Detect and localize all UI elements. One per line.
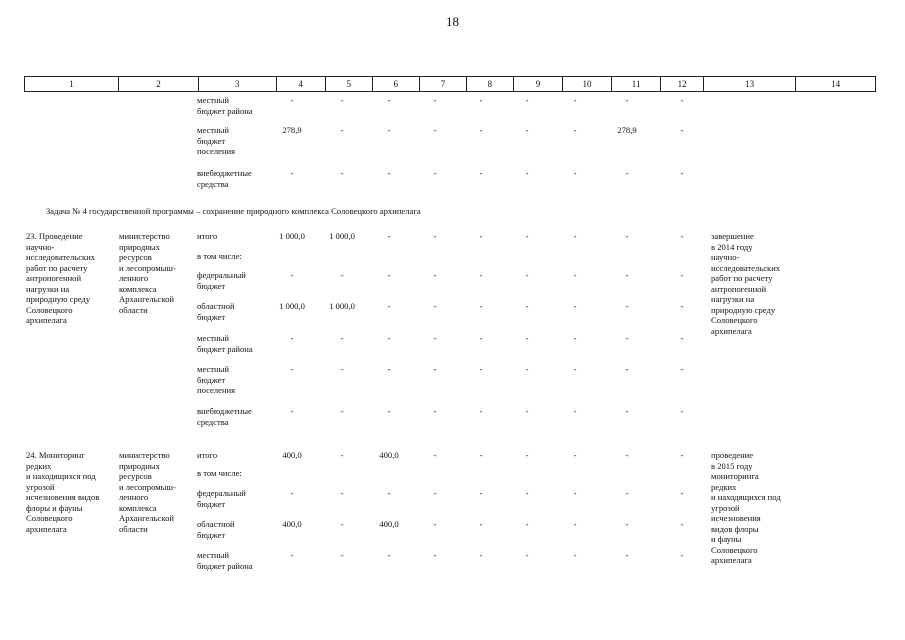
value-cell: - (573, 168, 577, 178)
column-header-row (24, 76, 876, 92)
funding-source: федеральный бюджет (197, 488, 246, 509)
column-header-6: 6 (372, 77, 419, 92)
value-cell: - (680, 301, 684, 311)
value-cell: - (340, 270, 344, 280)
funding-source: внебюджетные средства (197, 168, 252, 189)
value-cell: - (433, 95, 437, 105)
value-cell: - (573, 333, 577, 343)
value-cell: 1 000,0 (329, 301, 355, 311)
value-cell: - (340, 550, 344, 560)
value-cell: - (433, 231, 437, 241)
value-cell: - (525, 168, 529, 178)
value-cell: - (573, 364, 577, 374)
value-cell: - (340, 488, 344, 498)
funding-source: федеральный бюджет (197, 270, 246, 291)
value-cell: - (479, 95, 483, 105)
value-cell: - (340, 95, 344, 105)
value-cell: - (479, 270, 483, 280)
value-cell: - (479, 450, 483, 460)
funding-source: в том числе: (197, 251, 242, 261)
value-cell: - (290, 95, 294, 105)
value-cell: - (290, 488, 294, 498)
task-4-heading: Задача № 4 государственной программы – сохранение природного комплекса Соловецкого архипелага (46, 206, 421, 216)
value-cell: - (387, 333, 391, 343)
funding-source: местный бюджет района (197, 550, 253, 571)
funding-source: местный бюджет поселения (197, 125, 236, 156)
value-cell: - (625, 270, 629, 280)
value-cell: - (479, 333, 483, 343)
value-cell: - (573, 519, 577, 529)
value-cell: - (290, 270, 294, 280)
column-header-13: 13 (704, 77, 796, 92)
value-cell: - (290, 333, 294, 343)
column-header-4: 4 (276, 77, 325, 92)
funding-source: местный бюджет поселения (197, 364, 236, 395)
value-cell: - (573, 125, 577, 135)
column-header-12: 12 (661, 77, 704, 92)
value-cell: - (433, 168, 437, 178)
value-cell: - (433, 333, 437, 343)
value-cell: - (625, 519, 629, 529)
value-cell: 400,0 (379, 450, 399, 460)
value-cell: - (680, 450, 684, 460)
value-cell: - (525, 270, 529, 280)
value-cell: 1 000,0 (279, 301, 305, 311)
value-cell: - (340, 406, 344, 416)
value-cell: - (290, 406, 294, 416)
column-header-3: 3 (198, 77, 276, 92)
value-cell: - (625, 550, 629, 560)
column-header-2: 2 (119, 77, 199, 92)
column-header-14: 14 (796, 77, 876, 92)
value-cell: - (525, 406, 529, 416)
value-cell: - (479, 488, 483, 498)
item-23-executor: министерство природных ресурсов и лесопромыш- ленного комплекса Архангельской области (119, 231, 176, 315)
funding-source: внебюджетные средства (197, 406, 252, 427)
funding-source: итого (197, 231, 218, 241)
value-cell: - (479, 125, 483, 135)
value-cell: - (680, 519, 684, 529)
value-cell: - (525, 231, 529, 241)
value-cell: - (340, 519, 344, 529)
value-cell: - (680, 231, 684, 241)
value-cell: - (290, 550, 294, 560)
value-cell: 400,0 (282, 450, 302, 460)
value-cell: - (625, 406, 629, 416)
value-cell: - (479, 519, 483, 529)
value-cell: - (525, 364, 529, 374)
item-24-name: 24. Мониторинг редких и находящихся под угрозой исчезновения видов флоры и фауны Соловецкого архипелага (26, 450, 100, 534)
value-cell: - (433, 519, 437, 529)
value-cell: - (525, 125, 529, 135)
funding-source: областной бюджет (197, 519, 235, 540)
value-cell: - (625, 168, 629, 178)
value-cell: - (573, 488, 577, 498)
value-cell: - (290, 364, 294, 374)
funding-source: местный бюджет района (197, 333, 253, 354)
value-cell: - (479, 550, 483, 560)
value-cell: - (525, 333, 529, 343)
value-cell: - (680, 333, 684, 343)
value-cell: - (340, 125, 344, 135)
value-cell: - (680, 488, 684, 498)
item-24-result: проведение в 2015 году мониторинга редких и находящихся под угрозой исчезновения видов флоры и фауны Соловецкого архипелага (711, 450, 781, 565)
value-cell: - (340, 450, 344, 460)
value-cell: - (625, 450, 629, 460)
value-cell: 400,0 (282, 519, 302, 529)
value-cell: - (433, 270, 437, 280)
value-cell: - (625, 301, 629, 311)
funding-source: в том числе: (197, 468, 242, 478)
value-cell: - (340, 333, 344, 343)
value-cell: - (290, 168, 294, 178)
value-cell: - (680, 550, 684, 560)
value-cell: - (433, 364, 437, 374)
value-cell: - (573, 550, 577, 560)
value-cell: - (573, 450, 577, 460)
value-cell: - (479, 231, 483, 241)
value-cell: - (625, 231, 629, 241)
value-cell: - (387, 550, 391, 560)
value-cell: - (680, 406, 684, 416)
value-cell: - (433, 406, 437, 416)
value-cell: - (680, 270, 684, 280)
funding-source: областной бюджет (197, 301, 235, 322)
value-cell: - (433, 488, 437, 498)
value-cell: - (387, 301, 391, 311)
value-cell: - (340, 364, 344, 374)
column-header-7: 7 (419, 77, 466, 92)
value-cell: - (625, 488, 629, 498)
value-cell: - (387, 95, 391, 105)
item-24-executor: министерство природных ресурсов и лесопромыш- ленного комплекса Архангельской области (119, 450, 176, 534)
column-header-1: 1 (25, 77, 119, 92)
value-cell: - (387, 168, 391, 178)
value-cell: - (479, 406, 483, 416)
value-cell: - (433, 301, 437, 311)
value-cell: 1 000,0 (279, 231, 305, 241)
value-cell: 278,9 (617, 125, 637, 135)
column-header-9: 9 (513, 77, 562, 92)
value-cell: - (680, 168, 684, 178)
value-cell: - (525, 550, 529, 560)
value-cell: - (525, 519, 529, 529)
value-cell: - (525, 450, 529, 460)
value-cell: - (525, 95, 529, 105)
value-cell: - (387, 231, 391, 241)
funding-source: итого (197, 450, 218, 460)
value-cell: - (625, 364, 629, 374)
value-cell: - (387, 364, 391, 374)
value-cell: - (573, 301, 577, 311)
column-header-8: 8 (466, 77, 513, 92)
funding-source: местный бюджет района (197, 95, 253, 116)
value-cell: - (680, 95, 684, 105)
value-cell: - (433, 125, 437, 135)
value-cell: - (479, 168, 483, 178)
value-cell: - (340, 168, 344, 178)
value-cell: - (387, 125, 391, 135)
column-header-10: 10 (562, 77, 611, 92)
column-header-5: 5 (325, 77, 372, 92)
value-cell: 278,9 (282, 125, 302, 135)
value-cell: 400,0 (379, 519, 399, 529)
column-header-11: 11 (612, 77, 661, 92)
value-cell: - (573, 270, 577, 280)
value-cell: - (479, 301, 483, 311)
value-cell: - (680, 364, 684, 374)
value-cell: - (479, 364, 483, 374)
value-cell: - (573, 406, 577, 416)
item-23-result: завершение в 2014 году научно- исследовательских работ по расчету антропогенной нагрузки на природную среду Соловецкого архипелага (711, 231, 781, 336)
value-cell: - (573, 231, 577, 241)
value-cell: - (433, 450, 437, 460)
item-23-name: 23. Проведение научно- исследовательских работ по расчету антропогенной нагрузки на природную среду Соловецкого архипелага (26, 231, 96, 325)
value-cell: - (625, 333, 629, 343)
value-cell: - (573, 95, 577, 105)
value-cell: - (525, 488, 529, 498)
page-number: 18 (446, 14, 459, 29)
value-cell: - (387, 488, 391, 498)
value-cell: - (387, 406, 391, 416)
value-cell: - (387, 270, 391, 280)
value-cell: - (525, 301, 529, 311)
value-cell: 1 000,0 (329, 231, 355, 241)
value-cell: - (625, 95, 629, 105)
value-cell: - (433, 550, 437, 560)
value-cell: - (680, 125, 684, 135)
